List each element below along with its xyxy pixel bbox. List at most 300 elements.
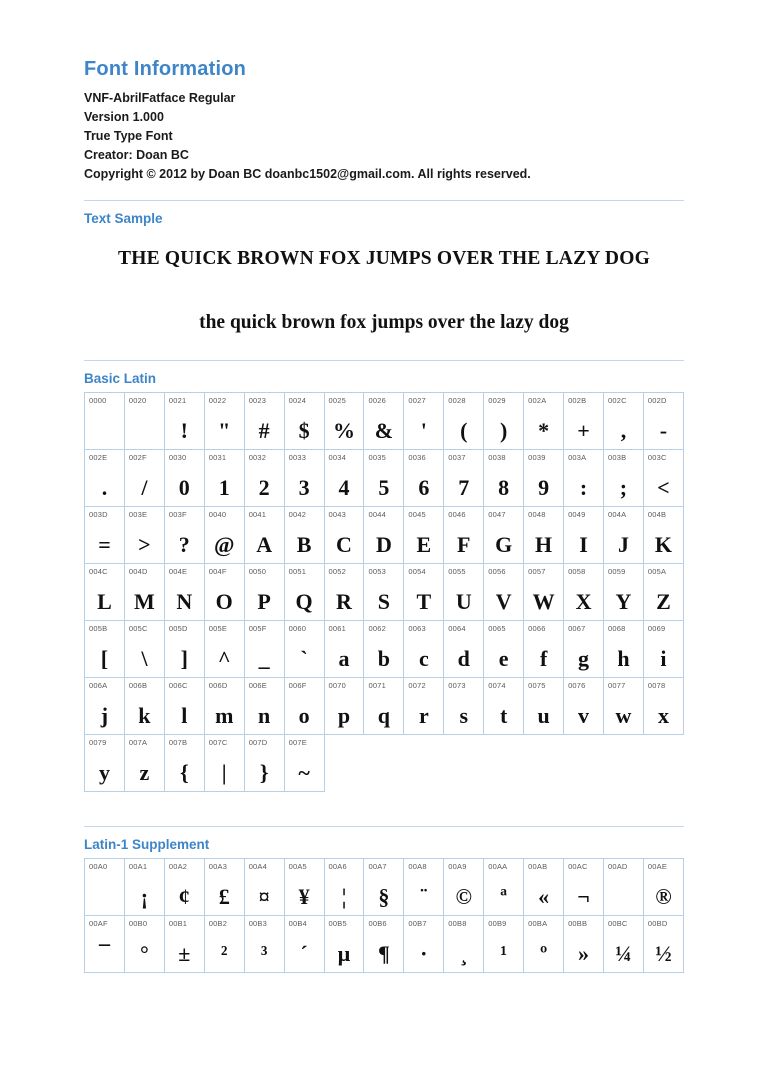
glyph-character: u <box>537 703 550 728</box>
glyph-cell[interactable] <box>85 450 125 507</box>
glyph-character: i <box>660 646 667 671</box>
glyph-cell[interactable] <box>124 564 164 621</box>
glyph-code: 005A <box>647 567 667 576</box>
glyph-table-basic-latin <box>84 392 684 792</box>
glyph-character: ( <box>460 418 468 443</box>
glyph-cell-empty <box>404 735 444 792</box>
glyph-cell[interactable] <box>364 393 404 450</box>
glyph-cell[interactable] <box>204 678 244 735</box>
glyph-cell[interactable] <box>364 621 404 678</box>
glyph-cell[interactable] <box>524 859 564 916</box>
glyph-cell[interactable] <box>85 564 125 621</box>
glyph-cell[interactable] <box>324 564 364 621</box>
glyph-cell[interactable] <box>204 859 244 916</box>
glyph-cell[interactable] <box>244 916 284 973</box>
glyph-cell[interactable] <box>524 507 564 564</box>
glyph-character: h <box>617 646 630 671</box>
glyph-character: Q <box>295 589 313 614</box>
glyph-cell[interactable] <box>484 859 524 916</box>
glyph-cell[interactable] <box>484 450 524 507</box>
glyph-code: 00B8 <box>448 919 467 928</box>
glyph-cell[interactable] <box>204 450 244 507</box>
glyph-cell[interactable] <box>444 916 484 973</box>
glyph-code: 00A5 <box>288 862 307 871</box>
glyph-code: 0068 <box>607 624 626 633</box>
glyph-code: 00B3 <box>248 919 268 928</box>
glyph-character: % <box>332 418 355 443</box>
glyph-code: 00A4 <box>248 862 268 871</box>
glyph-code: 002A <box>528 396 547 405</box>
glyph-cell[interactable] <box>524 393 564 450</box>
glyph-cell[interactable] <box>564 621 604 678</box>
glyph-code: 0041 <box>248 510 267 519</box>
glyph-cell[interactable] <box>284 507 324 564</box>
glyph-cell[interactable] <box>164 450 204 507</box>
glyph-cell[interactable] <box>364 564 404 621</box>
glyph-cell[interactable] <box>124 450 164 507</box>
glyph-cell[interactable] <box>85 859 125 916</box>
glyph-code: 0028 <box>448 396 466 405</box>
glyph-code: 004A <box>607 510 627 519</box>
glyph-cell[interactable] <box>444 564 484 621</box>
font-name: VNF-AbrilFatface Regular <box>84 91 236 105</box>
glyph-character: 3 <box>298 475 310 500</box>
glyph-cell[interactable] <box>444 450 484 507</box>
glyph-cell[interactable] <box>244 507 284 564</box>
glyph-code: 003A <box>568 453 587 462</box>
glyph-character: ¸ <box>460 941 468 966</box>
glyph-cell[interactable] <box>164 678 204 735</box>
glyph-character: B <box>296 532 312 557</box>
glyph-cell[interactable] <box>643 507 683 564</box>
glyph-cell[interactable] <box>85 507 125 564</box>
glyph-cell[interactable] <box>603 621 643 678</box>
glyph-character: O <box>215 589 233 614</box>
glyph-character: K <box>654 532 673 557</box>
glyph-cell[interactable] <box>124 393 164 450</box>
glyph-code: 0024 <box>288 396 307 405</box>
glyph-table-latin1-supplement <box>84 858 684 973</box>
glyph-cell[interactable] <box>124 507 164 564</box>
glyph-cell[interactable] <box>85 393 125 450</box>
glyph-code: 0035 <box>368 453 386 462</box>
glyph-cell[interactable] <box>364 859 404 916</box>
glyph-code: 00A8 <box>408 862 427 871</box>
glyph-cell[interactable] <box>164 735 204 792</box>
glyph-cell[interactable] <box>324 393 364 450</box>
glyph-cell[interactable] <box>444 678 484 735</box>
glyph-cell[interactable] <box>603 450 643 507</box>
glyph-row <box>85 564 684 621</box>
glyph-character: © <box>455 884 472 909</box>
glyph-cell-empty <box>643 735 683 792</box>
glyph-code: 006D <box>208 681 228 690</box>
glyph-cell[interactable] <box>564 507 604 564</box>
glyph-cell[interactable] <box>364 678 404 735</box>
glyph-code: 0060 <box>288 624 307 633</box>
glyph-code: 0047 <box>488 510 506 519</box>
glyph-code: 003C <box>647 453 667 462</box>
glyph-code: 006C <box>168 681 188 690</box>
glyph-cell[interactable] <box>564 859 604 916</box>
glyph-cell[interactable] <box>244 450 284 507</box>
glyph-code: 00A2 <box>168 862 188 871</box>
glyph-code: 00BA <box>528 919 548 928</box>
glyph-code: 007A <box>128 738 148 747</box>
glyph-code: 007C <box>208 738 228 747</box>
glyph-cell[interactable] <box>564 450 604 507</box>
glyph-cell[interactable] <box>324 621 364 678</box>
glyph-character: ¢ <box>178 884 190 909</box>
glyph-character: U <box>455 589 472 614</box>
glyph-code: 00A6 <box>328 862 347 871</box>
glyph-code: 00A0 <box>89 862 108 871</box>
glyph-cell[interactable] <box>524 450 564 507</box>
glyph-cell[interactable] <box>404 621 444 678</box>
glyph-row <box>85 859 684 916</box>
glyph-cell[interactable] <box>404 916 444 973</box>
glyph-cell[interactable] <box>444 859 484 916</box>
glyph-cell[interactable] <box>364 916 404 973</box>
font-version: Version 1.000 <box>84 110 164 124</box>
glyph-cell[interactable] <box>284 450 324 507</box>
glyph-code: 0044 <box>368 510 386 519</box>
glyph-cell[interactable] <box>484 564 524 621</box>
glyph-character: E <box>416 532 432 557</box>
glyph-cell[interactable] <box>124 735 164 792</box>
glyph-code: 00AF <box>89 919 108 928</box>
glyph-cell[interactable] <box>484 507 524 564</box>
glyph-cell[interactable] <box>643 621 683 678</box>
glyph-cell[interactable] <box>603 859 643 916</box>
glyph-code: 0061 <box>328 624 347 633</box>
glyph-cell[interactable] <box>204 735 244 792</box>
glyph-cell[interactable] <box>284 564 324 621</box>
glyph-cell[interactable] <box>564 916 604 973</box>
glyph-code: 0050 <box>248 567 267 576</box>
glyph-code: 0057 <box>528 567 546 576</box>
glyph-cell[interactable] <box>404 859 444 916</box>
glyph-code: 00A1 <box>128 862 148 871</box>
glyph-code: 0052 <box>328 567 347 576</box>
glyph-character: a <box>338 646 350 671</box>
glyph-cell[interactable] <box>603 507 643 564</box>
glyph-cell[interactable] <box>164 916 204 973</box>
glyph-code: 0039 <box>528 453 546 462</box>
glyph-cell[interactable] <box>204 916 244 973</box>
glyph-cell[interactable] <box>204 393 244 450</box>
glyph-character: v <box>578 703 590 728</box>
glyph-character: ¶ <box>377 941 390 966</box>
glyph-character: j <box>100 703 109 728</box>
glyph-cell[interactable] <box>603 393 643 450</box>
glyph-code: 00B4 <box>288 919 307 928</box>
glyph-character: + <box>577 418 590 443</box>
glyph-code: 00BB <box>568 919 588 928</box>
glyph-code: 00B2 <box>208 919 228 928</box>
glyph-character: Z <box>656 589 671 614</box>
glyph-character: / <box>141 475 148 500</box>
glyph-cell[interactable] <box>643 564 683 621</box>
glyph-cell[interactable] <box>603 916 643 973</box>
glyph-character: 4 <box>338 475 350 500</box>
glyph-cell[interactable] <box>324 678 364 735</box>
glyph-code: 00B0 <box>128 919 148 928</box>
glyph-cell-empty <box>484 735 524 792</box>
glyph-character: 0 <box>178 475 190 500</box>
glyph-code: 00BC <box>607 919 628 928</box>
glyph-cell[interactable] <box>204 507 244 564</box>
glyph-cell-empty <box>564 735 604 792</box>
glyph-cell[interactable] <box>244 859 284 916</box>
glyph-code: 002F <box>128 453 147 462</box>
glyph-cell[interactable] <box>284 735 324 792</box>
glyph-code: 003F <box>168 510 187 519</box>
glyph-character: 8 <box>498 475 510 500</box>
glyph-cell[interactable] <box>564 393 604 450</box>
glyph-character: ¯ <box>98 941 110 966</box>
glyph-code: 002D <box>647 396 667 405</box>
sample-lowercase: the quick brown fox jumps over the lazy dog <box>199 312 569 333</box>
font-copyright: Copyright © 2012 by Doan BC doanbc1502@gmail.com. All rights reserved. <box>84 167 531 181</box>
glyph-character: \ <box>141 646 148 671</box>
glyph-code: 0000 <box>89 396 107 405</box>
section-heading-text-sample: Text Sample <box>84 211 163 226</box>
glyph-character: . <box>101 475 108 500</box>
glyph-cell-empty <box>444 735 484 792</box>
glyph-cell[interactable] <box>484 916 524 973</box>
glyph-cell-empty <box>324 735 364 792</box>
glyph-code: 00B6 <box>368 919 387 928</box>
glyph-code: 00AE <box>647 862 668 871</box>
glyph-row <box>85 450 684 507</box>
glyph-character: § <box>378 884 390 909</box>
glyph-cell[interactable] <box>284 678 324 735</box>
glyph-code: 0063 <box>408 624 426 633</box>
glyph-cell[interactable] <box>444 621 484 678</box>
glyph-cell[interactable] <box>85 735 125 792</box>
glyph-code: 0072 <box>408 681 426 690</box>
glyph-cell[interactable] <box>164 393 204 450</box>
glyph-cell[interactable] <box>244 735 284 792</box>
glyph-row <box>85 507 684 564</box>
glyph-code: 003E <box>128 510 148 519</box>
glyph-code: 0076 <box>568 681 586 690</box>
glyph-character: r <box>418 703 429 728</box>
glyph-character: w <box>615 703 632 728</box>
glyph-cell[interactable] <box>284 859 324 916</box>
glyph-character: n <box>258 703 271 728</box>
glyph-code: 0045 <box>408 510 426 519</box>
glyph-cell[interactable] <box>284 916 324 973</box>
glyph-character: W <box>532 589 555 614</box>
glyph-cell[interactable] <box>643 678 683 735</box>
glyph-cell[interactable] <box>244 393 284 450</box>
glyph-cell[interactable] <box>284 621 324 678</box>
glyph-character: ¬ <box>577 884 590 909</box>
glyph-code: 0020 <box>128 396 147 405</box>
glyph-code: 0055 <box>448 567 466 576</box>
glyph-cell[interactable] <box>164 507 204 564</box>
glyph-character: @ <box>213 532 235 557</box>
glyph-row <box>85 735 684 792</box>
glyph-cell[interactable] <box>643 859 683 916</box>
glyph-cell[interactable] <box>164 859 204 916</box>
glyph-cell[interactable] <box>643 916 683 973</box>
glyph-character: l <box>181 703 188 728</box>
glyph-cell[interactable] <box>404 393 444 450</box>
glyph-cell[interactable] <box>244 564 284 621</box>
glyph-character: 5 <box>378 475 390 500</box>
glyph-cell[interactable] <box>444 507 484 564</box>
glyph-code: 0037 <box>448 453 466 462</box>
glyph-code: 0040 <box>208 510 227 519</box>
glyph-character: ¡ <box>140 884 149 909</box>
glyph-code: 0056 <box>488 567 506 576</box>
glyph-cell[interactable] <box>204 564 244 621</box>
glyph-character: ` <box>300 646 308 671</box>
glyph-code: 007E <box>288 738 307 747</box>
glyph-cell[interactable] <box>603 564 643 621</box>
glyph-cell[interactable] <box>603 678 643 735</box>
glyph-character: ª <box>500 884 507 909</box>
glyph-character: k <box>138 703 151 728</box>
glyph-cell[interactable] <box>124 859 164 916</box>
glyph-character: z <box>139 760 150 785</box>
glyph-code: 002B <box>568 396 587 405</box>
glyph-character: I <box>579 532 588 557</box>
glyph-code: 0065 <box>488 624 506 633</box>
glyph-character: , <box>620 418 627 443</box>
glyph-cell[interactable] <box>244 678 284 735</box>
glyph-cell[interactable] <box>524 621 564 678</box>
glyph-character: x <box>657 703 669 728</box>
glyph-character: { <box>179 760 189 785</box>
glyph-character: D <box>375 532 392 557</box>
glyph-code: 0071 <box>368 681 386 690</box>
glyph-character: · <box>420 941 428 966</box>
glyph-character: 7 <box>458 475 470 500</box>
glyph-cell[interactable] <box>643 450 683 507</box>
glyph-cell[interactable] <box>204 621 244 678</box>
glyph-character: ³ <box>260 941 268 966</box>
glyph-code: 00AC <box>568 862 588 871</box>
glyph-code: 0079 <box>89 738 107 747</box>
glyph-character: A <box>256 532 273 557</box>
glyph-character: ¼ <box>615 941 632 966</box>
glyph-character: # <box>258 418 270 443</box>
glyph-cell[interactable] <box>524 564 564 621</box>
glyph-cell[interactable] <box>244 621 284 678</box>
glyph-character: [ <box>100 646 109 671</box>
glyph-cell[interactable] <box>85 916 125 973</box>
glyph-cell[interactable] <box>164 564 204 621</box>
glyph-code: 006A <box>89 681 108 690</box>
glyph-character: ´ <box>300 941 308 966</box>
glyph-character: d <box>457 646 470 671</box>
glyph-code: 0059 <box>607 567 626 576</box>
glyph-code: 0027 <box>408 396 426 405</box>
glyph-character: G <box>495 532 513 557</box>
glyph-character: 1 <box>218 475 230 500</box>
glyph-cell[interactable] <box>85 678 125 735</box>
glyph-character: S <box>377 589 391 614</box>
glyph-cell[interactable] <box>164 621 204 678</box>
glyph-cell[interactable] <box>324 859 364 916</box>
glyph-code: 004F <box>208 567 227 576</box>
glyph-code: 0033 <box>288 453 307 462</box>
glyph-cell[interactable] <box>404 564 444 621</box>
glyph-cell[interactable] <box>124 678 164 735</box>
glyph-row <box>85 621 684 678</box>
glyph-code: 0029 <box>488 396 506 405</box>
glyph-cell-empty <box>603 735 643 792</box>
glyph-code: 0070 <box>328 681 347 690</box>
glyph-code: 0075 <box>528 681 546 690</box>
glyph-cell[interactable] <box>524 678 564 735</box>
glyph-code: 0053 <box>368 567 386 576</box>
glyph-cell[interactable] <box>85 621 125 678</box>
glyph-cell[interactable] <box>324 450 364 507</box>
glyph-character: b <box>377 646 391 671</box>
glyph-cell[interactable] <box>324 507 364 564</box>
glyph-cell[interactable] <box>444 393 484 450</box>
glyph-code: 006E <box>248 681 268 690</box>
glyph-cell[interactable] <box>124 621 164 678</box>
glyph-character: 6 <box>418 475 430 500</box>
glyph-character: ² <box>220 941 228 966</box>
glyph-cell[interactable] <box>404 678 444 735</box>
glyph-cell[interactable] <box>404 450 444 507</box>
glyph-cell[interactable] <box>524 916 564 973</box>
glyph-character: F <box>457 532 471 557</box>
glyph-character: c <box>418 646 429 671</box>
glyph-character: ^ <box>217 646 231 671</box>
glyph-character: H <box>535 532 553 557</box>
glyph-cell[interactable] <box>364 507 404 564</box>
glyph-code: 00A7 <box>368 862 387 871</box>
glyph-code: 0034 <box>328 453 347 462</box>
glyph-cell[interactable] <box>124 916 164 973</box>
glyph-cell[interactable] <box>643 393 683 450</box>
glyph-character: ] <box>180 646 188 671</box>
glyph-cell-empty <box>524 735 564 792</box>
glyph-cell[interactable] <box>564 564 604 621</box>
glyph-code: 0030 <box>168 453 187 462</box>
glyph-code: 0048 <box>528 510 546 519</box>
glyph-code: 0026 <box>368 396 386 405</box>
glyph-code: 00AB <box>528 862 548 871</box>
glyph-cell[interactable] <box>564 678 604 735</box>
glyph-cell[interactable] <box>484 621 524 678</box>
divider <box>84 360 684 361</box>
glyph-character: ; <box>619 475 628 500</box>
glyph-character: y <box>98 760 110 785</box>
glyph-code: 00B1 <box>168 919 188 928</box>
glyph-code: 00BD <box>647 919 668 928</box>
glyph-character: g <box>578 646 590 671</box>
glyph-cell[interactable] <box>484 393 524 450</box>
glyph-cell[interactable] <box>284 393 324 450</box>
glyph-character: X <box>575 589 592 614</box>
glyph-character: - <box>659 418 668 443</box>
glyph-cell[interactable] <box>404 507 444 564</box>
glyph-character <box>604 886 643 908</box>
glyph-cell[interactable] <box>324 916 364 973</box>
glyph-cell[interactable] <box>364 450 404 507</box>
glyph-character: N <box>176 589 193 614</box>
glyph-cell[interactable] <box>484 678 524 735</box>
